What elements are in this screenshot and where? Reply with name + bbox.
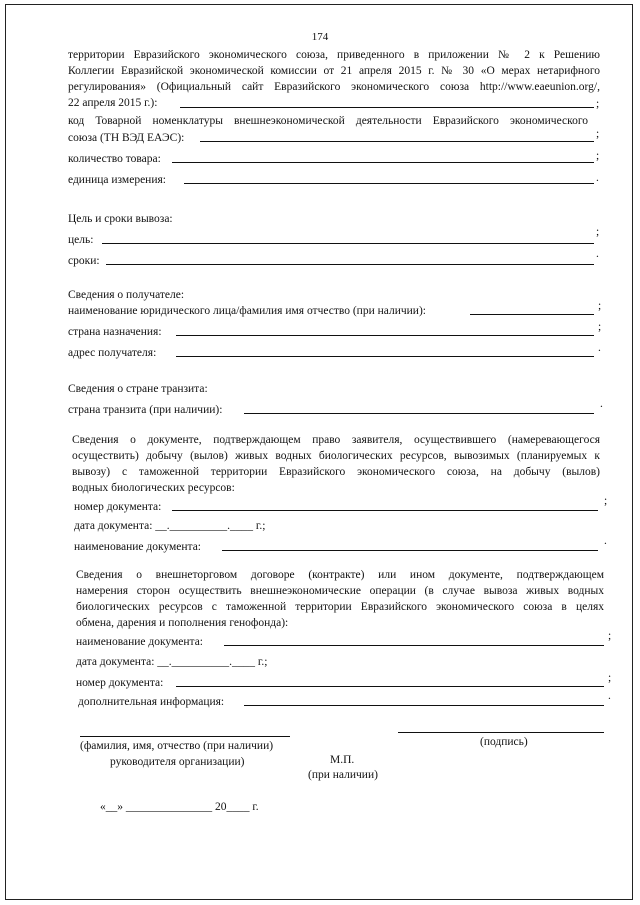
right-doc-name-field[interactable] (222, 550, 598, 551)
tnved-label-line-1: код Товарной номенклатуры внешнеэкономической деятельности Евразийского экономического (68, 115, 588, 127)
recipient-address-field[interactable] (176, 356, 594, 357)
stamp-note: (при наличии) (308, 769, 378, 781)
signature-date[interactable]: «__» _______________ 20____ г. (100, 801, 259, 813)
intro-line-4: 22 апреля 2015 г.): (68, 97, 158, 109)
contract-line-1: Сведения о внешнеторговом договоре (контракте) или ином документе, подтверждающем (76, 569, 604, 581)
transit-period: . (600, 398, 603, 410)
extra-info-label: дополнительная информация: (78, 696, 225, 708)
purpose-field[interactable] (102, 243, 594, 244)
tnved-label-line-2: союза (ТН ВЭД ЕАЭС): (68, 132, 185, 144)
export-heading: Цель и сроки вывоза: (68, 213, 173, 225)
recipient-name-field[interactable] (470, 314, 594, 315)
contract-line-2: намерения сторон осуществить внешнеэкономические операции (в случае вывоза живых водных (76, 585, 604, 597)
transit-country-label: страна транзита (при наличии): (68, 404, 223, 416)
terms-period: . (596, 248, 599, 260)
destination-country-field[interactable] (176, 335, 594, 336)
right-doc-number-semicolon: ; (604, 495, 608, 507)
contract-name-label: наименование документа: (76, 636, 203, 648)
right-doc-line-2: осуществить) добычу (вылов) живых водных биологических ресурсов, вывозимых (планируемых к (72, 450, 600, 462)
tnved-field[interactable] (200, 141, 594, 142)
quantity-label: количество товара: (68, 153, 161, 165)
recipient-name-semicolon: ; (598, 300, 602, 312)
destination-country-label: страна назначения: (68, 326, 162, 338)
recipient-name-label: наименование юридического лица/фамилия имя отчество (при наличии): (68, 305, 426, 317)
quantity-field[interactable] (172, 162, 594, 163)
contract-date[interactable]: дата документа: __.__________.____ г.; (76, 656, 268, 668)
right-doc-line-3: вывозу) с таможенной территории Евразийского экономического союза, на добычу (вылов) (72, 466, 600, 478)
destination-semicolon: ; (598, 321, 602, 333)
page-number: 174 (311, 31, 329, 43)
tnved-semicolon: ; (596, 128, 600, 140)
contract-number-semicolon: ; (608, 672, 612, 684)
right-doc-name-period: . (604, 535, 607, 547)
intro-semicolon: ; (596, 98, 600, 110)
right-doc-date[interactable]: дата документа: __.__________.____ г.; (74, 520, 266, 532)
contract-number-field[interactable] (176, 686, 604, 687)
right-doc-number-field[interactable] (172, 510, 598, 511)
transit-country-field[interactable] (244, 413, 594, 414)
extra-info-period: . (608, 690, 611, 702)
recipient-heading: Сведения о получателе: (68, 289, 185, 301)
right-doc-number-label: номер документа: (74, 501, 162, 513)
contract-number-label: номер документа: (76, 677, 164, 689)
intro-line-3: регулирования» (Официальный сайт Евразийского экономического союза http://www.eaeunion.org/, (68, 81, 600, 93)
recipient-address-label: адрес получателя: (68, 347, 157, 359)
unit-field[interactable] (184, 183, 594, 184)
contract-line-3: биологических ресурсов с таможенной территории Евразийского экономического союза в целях (76, 601, 604, 613)
quantity-semicolon: ; (596, 150, 600, 162)
intro-line-1: территории Евразийского экономического союза, приведенного в приложении № 2 к Решению (68, 49, 600, 61)
head-caption: руководителя организации) (110, 756, 245, 768)
contract-line-4: обмена, дарения и пополнения генофонда): (76, 617, 289, 629)
purpose-semicolon: ; (596, 226, 600, 238)
contract-name-semicolon: ; (608, 630, 612, 642)
right-doc-line-4: водных биологических ресурсов: (72, 482, 235, 494)
right-doc-line-1: Сведения о документе, подтверждающем право заявителя, осуществившего (намеревающегося (72, 434, 600, 446)
intro-line-2: Коллегии Евразийской экономической комиссии от 21 апреля 2015 г. № 30 «О мерах нетарифного (68, 65, 600, 77)
purpose-label: цель: (68, 234, 94, 246)
fio-signature-line[interactable] (80, 736, 290, 737)
stamp-label: М.П. (330, 754, 355, 766)
signature-line[interactable] (398, 732, 604, 733)
transit-heading: Сведения о стране транзита: (68, 383, 208, 395)
recipient-address-period: . (598, 342, 601, 354)
right-doc-name-label: наименование документа: (74, 541, 201, 553)
terms-field[interactable] (106, 264, 594, 265)
fio-caption: (фамилия, имя, отчество (при наличии) (80, 740, 274, 752)
intro-fill-line[interactable] (180, 107, 594, 108)
unit-period: . (596, 172, 599, 184)
contract-name-field[interactable] (224, 645, 604, 646)
terms-label: сроки: (68, 255, 100, 267)
signature-caption: (подпись) (480, 736, 528, 748)
unit-label: единица измерения: (68, 174, 166, 186)
extra-info-field[interactable] (244, 705, 604, 706)
